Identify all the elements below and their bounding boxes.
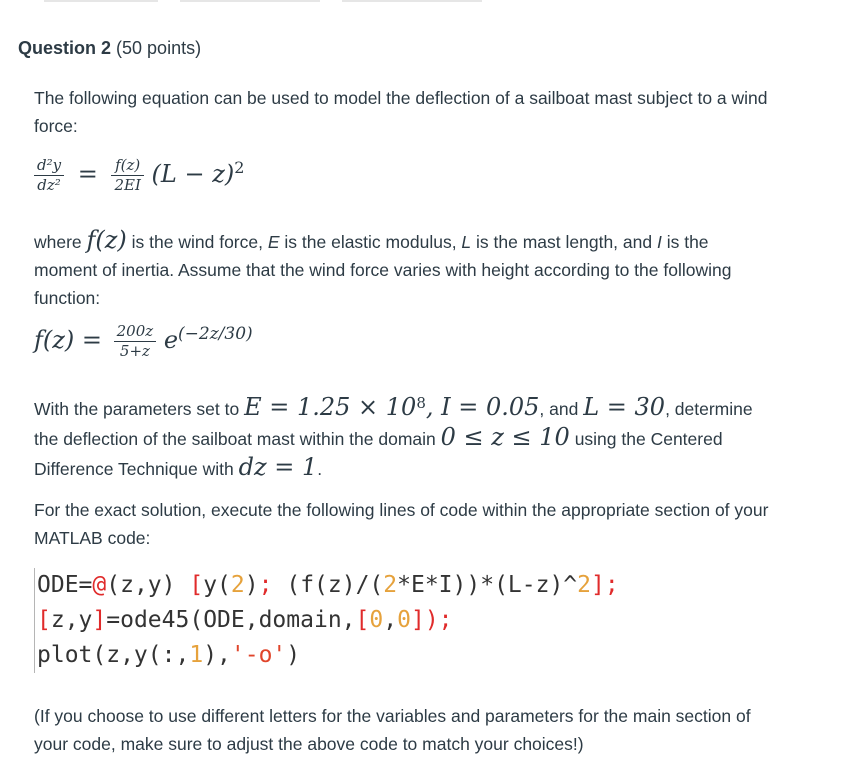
equation-wind-force <box>34 322 253 361</box>
code-token: ] <box>92 607 107 633</box>
where-part: is the elastic modulus, <box>279 232 462 252</box>
eq2-fraction <box>114 322 157 361</box>
eq2-numerator: 200z <box>114 322 157 342</box>
tab-placeholder <box>44 0 158 2</box>
param-E-value: E = 1.25 × 10 <box>244 392 417 421</box>
code-token: plot(z,y(:, <box>37 642 190 668</box>
param-I-value: , I = 0.05 <box>425 392 540 421</box>
code-token: ) <box>244 572 259 598</box>
code-token: z,y <box>50 607 93 633</box>
step-size: dz = 1 <box>238 452 318 481</box>
code-token: '-o' <box>230 642 287 668</box>
code-token: ); <box>424 607 453 633</box>
code-token: , <box>383 607 398 633</box>
where-part: is the wind force, <box>126 232 268 252</box>
code-token: 0 <box>397 607 411 633</box>
code-token: ; <box>604 572 619 598</box>
code-token: (f(z)/( <box>286 572 384 598</box>
where-paragraph <box>34 226 774 312</box>
params-text <box>34 389 774 483</box>
where-text <box>34 226 774 312</box>
eq1-exponent: 2 <box>234 158 245 177</box>
domain-range: 0 ≤ z ≤ 10 <box>440 422 570 451</box>
code-token: [ <box>355 607 370 633</box>
equation-deflection <box>34 156 244 195</box>
code-line-1 <box>37 568 777 603</box>
question-points: (50 points) <box>116 38 202 58</box>
code-token: ] <box>410 607 425 633</box>
eq1-equals: = <box>77 160 98 188</box>
code-line-2 <box>37 603 777 638</box>
question-body <box>34 84 774 140</box>
params-paragraph <box>34 389 774 483</box>
param-E-exponent: 8 <box>416 394 426 412</box>
eq2-denominator: 5+z <box>119 342 150 360</box>
code-token: ), <box>203 642 231 668</box>
code-token: 2 <box>383 572 398 598</box>
note-paragraph <box>34 702 774 758</box>
code-token: y( <box>203 572 231 598</box>
eq2-lhs: f(z) = <box>34 326 102 354</box>
code-token: 2 <box>577 572 592 598</box>
code-token: 2 <box>230 572 245 598</box>
params-part: . <box>317 458 323 479</box>
intro-text: The following equation can be used to model the deflection of a sailboat mast subject to a wind force: <box>34 88 768 136</box>
code-token: *E*I))*(L-z)^ <box>397 572 578 598</box>
question-header <box>18 38 201 59</box>
params-part: , and <box>539 398 584 419</box>
code-token <box>272 572 286 598</box>
note-text: (If you choose to use different letters for the variables and parameters for the main section of your code, make sure to adjust the above code to match your choices!) <box>34 706 751 754</box>
eq2-exponent: (−2z/30) <box>178 324 253 344</box>
where-part: where <box>34 232 87 252</box>
param-L-value: L = 30 <box>583 392 666 421</box>
code-token: 0 <box>369 607 384 633</box>
eq1-rhs-tail: (L − z) <box>151 160 235 188</box>
exact-paragraph <box>34 496 774 552</box>
code-token: @ <box>92 572 107 598</box>
code-token: ODE= <box>37 572 93 598</box>
code-token: (z,y) <box>106 572 190 598</box>
exact-text: For the exact solution, execute the following lines of code within the appropriate section of your MATLAB code: <box>34 500 769 548</box>
eq1-lhs-numerator: d²y <box>34 156 64 176</box>
eq1-lhs-denominator: dz² <box>37 176 61 194</box>
where-I: I <box>656 232 662 252</box>
question-title: Question 2 <box>18 38 112 58</box>
code-token: ; <box>258 572 273 598</box>
tab-placeholder <box>180 0 320 2</box>
code-token: ] <box>591 572 605 598</box>
params-part: using the Centered Difference Technique with <box>34 428 723 479</box>
top-tab-strip <box>0 0 848 4</box>
code-token: =ode45(ODE,domain, <box>106 607 356 633</box>
eq1-rhs-denominator: 2EI <box>114 176 141 194</box>
where-L: L <box>461 232 472 252</box>
code-token: [ <box>37 607 51 633</box>
code-line-3 <box>37 638 777 673</box>
eq1-rhs-numerator: f(z) <box>111 156 143 176</box>
where-part: is the moment of inertia. Assume that the wind force varies with height according to the following function: <box>34 232 732 308</box>
params-part: , determine the deflection of the sailboat mast within the domain <box>34 398 753 449</box>
where-fz: f(z) <box>86 226 127 254</box>
eq1-rhs-fraction <box>111 156 143 195</box>
eq2-base: e <box>163 326 179 354</box>
params-part: With the parameters set to <box>34 398 245 419</box>
code-token: ) <box>286 642 301 668</box>
code-token: [ <box>189 572 204 598</box>
matlab-code-block <box>34 568 777 673</box>
code-token: 1 <box>189 642 204 668</box>
where-E: E <box>267 232 280 252</box>
tab-placeholder <box>342 0 482 2</box>
eq1-lhs-fraction <box>34 156 64 195</box>
where-part: is the mast length, and <box>471 232 657 252</box>
